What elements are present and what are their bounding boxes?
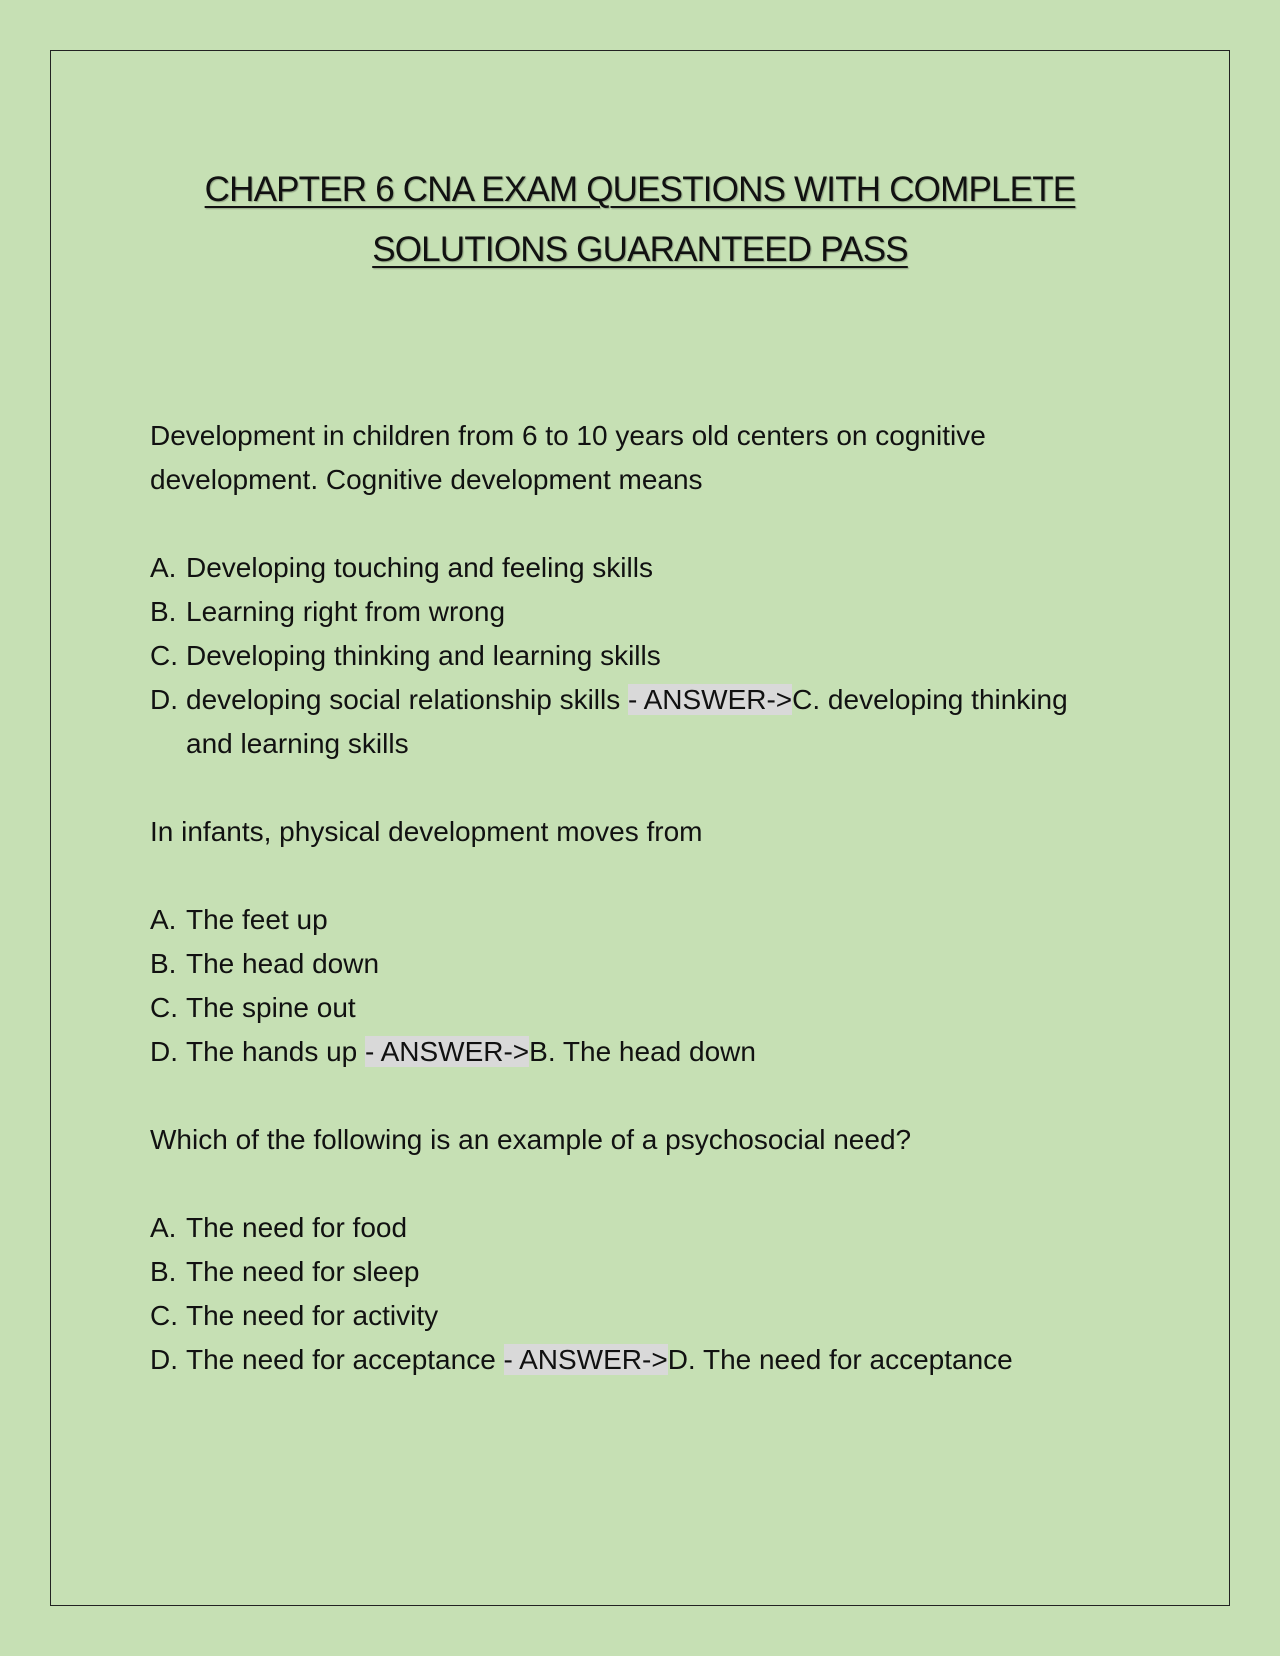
option-text: The head down (186, 948, 380, 979)
option-letter: C. (150, 992, 178, 1023)
answer-marker: - ANSWER-> (628, 684, 793, 715)
option-b (150, 590, 1090, 634)
title-line-1: CHAPTER 6 CNA EXAM QUESTIONS WITH COMPLETE (204, 170, 1076, 209)
question-text: In infants, physical development moves from (150, 816, 703, 847)
option-letter: A. (150, 1212, 177, 1243)
option-text: The need for food (186, 1212, 408, 1243)
document-title (0, 160, 1280, 280)
option-list (150, 546, 1090, 766)
option-letter: D. (150, 1344, 178, 1375)
option-text: The spine out (186, 992, 356, 1023)
option-text: developing social relationship skills (186, 684, 629, 715)
option-text: Developing touching and feeling skills (186, 552, 653, 583)
option-b (150, 942, 1090, 986)
option-letter: D. (150, 1036, 178, 1067)
option-list (150, 1206, 1090, 1382)
option-letter: D. (150, 684, 178, 715)
option-d (150, 1030, 1090, 1074)
option-letter: B. (150, 948, 177, 979)
option-a (150, 546, 1090, 590)
question-block-2 (150, 810, 1090, 1074)
option-text: The feet up (186, 904, 328, 935)
option-a (150, 898, 1090, 942)
answer-text: C. developing thinking and learning skills (186, 684, 1068, 759)
option-c (150, 986, 1090, 1030)
option-text: Learning right from wrong (186, 596, 506, 627)
option-list (150, 898, 1090, 1074)
option-letter: B. (150, 596, 177, 627)
option-b (150, 1250, 1090, 1294)
question-text: Development in children from 6 to 10 years old centers on cognitive development. Cognitive development means (150, 420, 986, 495)
option-letter: C. (150, 640, 178, 671)
answer-marker: - ANSWER-> (365, 1036, 530, 1067)
option-text: The need for sleep (186, 1256, 420, 1287)
option-text: Developing thinking and learning skills (186, 640, 661, 671)
question-list (150, 414, 1090, 1426)
answer-marker: - ANSWER-> (503, 1344, 668, 1375)
option-d (150, 1338, 1090, 1382)
option-a (150, 1206, 1090, 1250)
question-block-3 (150, 1118, 1090, 1382)
option-text: The hands up (186, 1036, 366, 1067)
option-c (150, 1294, 1090, 1338)
answer-text: D. The need for acceptance (667, 1344, 1013, 1375)
option-text: The need for acceptance (186, 1344, 504, 1375)
option-letter: B. (150, 1256, 177, 1287)
question-text: Which of the following is an example of a psychosocial need? (150, 1124, 912, 1155)
option-text: The need for activity (186, 1300, 439, 1331)
question-block-1 (150, 414, 1090, 766)
option-letter: A. (150, 552, 177, 583)
title-line-2: SOLUTIONS GUARANTEED PASS (372, 230, 908, 269)
option-d (150, 678, 1090, 766)
option-letter: C. (150, 1300, 178, 1331)
option-letter: A. (150, 904, 177, 935)
answer-text: B. The head down (529, 1036, 756, 1067)
option-c (150, 634, 1090, 678)
